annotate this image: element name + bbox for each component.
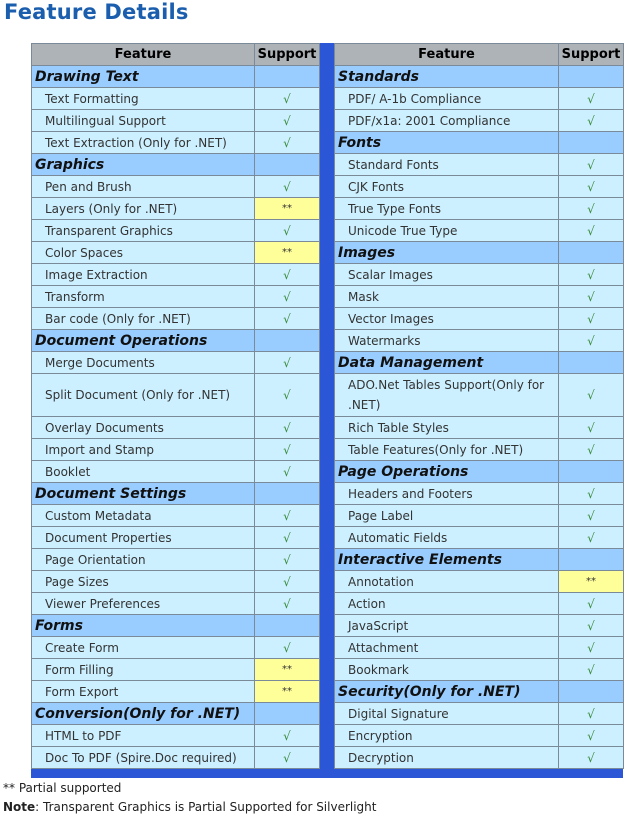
feature-label (335, 571, 559, 593)
feature-label-text: PDF/ A-1b Compliance (348, 91, 482, 106)
support-check-mark: √ (559, 220, 624, 242)
feature-label-text: Split Document (Only for .NET) (45, 388, 231, 402)
feature-label (32, 571, 255, 593)
feature-label-text: Automatic Fields (348, 530, 448, 545)
feature-label (335, 593, 559, 615)
feature-label (32, 220, 255, 242)
feature-row (335, 725, 624, 747)
feature-label (32, 461, 255, 483)
feature-row (335, 417, 624, 439)
feature-label (32, 417, 255, 439)
section-row (335, 132, 624, 154)
support-check-mark: √ (559, 154, 624, 176)
feature-label (335, 154, 559, 176)
feature-label (335, 176, 559, 198)
feature-label-text: Merge Documents (45, 355, 155, 370)
support-check-mark: √ (255, 505, 320, 527)
feature-label-text: Unicode True Type (348, 223, 458, 238)
feature-label-text: Document Properties (45, 530, 172, 545)
feature-label (32, 549, 255, 571)
feature-label (335, 330, 559, 352)
support-column-header: Support (255, 44, 320, 66)
support-check-mark: √ (559, 747, 624, 769)
feature-label-text: Page Sizes (45, 574, 109, 589)
feature-label-text: Color Spaces (45, 245, 123, 260)
feature-row (335, 374, 624, 417)
feature-label-text: Form Filling (45, 662, 114, 677)
section-label: Fonts (335, 132, 559, 154)
section-row (335, 681, 624, 703)
feature-row (335, 330, 624, 352)
support-check-mark: √ (559, 176, 624, 198)
feature-row (335, 308, 624, 330)
feature-label (335, 88, 559, 110)
partial-support-mark: ** (255, 681, 320, 703)
feature-label-text: Page Label (348, 508, 414, 523)
feature-column-header: Feature (32, 44, 255, 66)
feature-row (335, 176, 624, 198)
feature-row (335, 264, 624, 286)
feature-row (32, 110, 320, 132)
feature-label-text: Rich Table Styles (348, 420, 449, 435)
feature-label (32, 132, 255, 154)
support-check-mark: √ (255, 308, 320, 330)
feature-label-text: Form Export (45, 684, 119, 699)
feature-label-text: JavaScript (348, 618, 409, 633)
feature-row (32, 242, 320, 264)
feature-row (32, 725, 320, 747)
feature-label (335, 286, 559, 308)
section-label: Graphics (32, 154, 255, 176)
feature-label-text: CJK Fonts (348, 179, 404, 194)
section-label: Drawing Text (32, 66, 255, 88)
support-column-header: Support (559, 44, 624, 66)
feature-row (335, 703, 624, 725)
feature-row (32, 286, 320, 308)
feature-label (335, 703, 559, 725)
support-check-mark: √ (559, 264, 624, 286)
section-label: Forms (32, 615, 255, 637)
feature-label (32, 527, 255, 549)
support-check-mark: √ (255, 88, 320, 110)
support-check-mark: √ (559, 659, 624, 681)
feature-label-text: Custom Metadata (45, 508, 152, 523)
section-label: Data Management (335, 352, 559, 374)
feature-label (335, 439, 559, 461)
section-support-cell (255, 483, 320, 505)
support-check-mark: √ (559, 88, 624, 110)
feature-label (32, 505, 255, 527)
feature-label (32, 308, 255, 330)
feature-label (335, 637, 559, 659)
feature-label-text: Pen and Brush (45, 179, 132, 194)
partial-support-note: ** Partial supported (3, 781, 122, 795)
feature-row (32, 374, 320, 417)
support-check-mark: √ (255, 527, 320, 549)
support-check-mark: √ (559, 374, 624, 417)
section-label: Security(Only for .NET) (335, 681, 559, 703)
support-check-mark: √ (255, 264, 320, 286)
feature-label (32, 593, 255, 615)
section-label: Conversion(Only for .NET) (32, 703, 255, 725)
feature-label (32, 439, 255, 461)
page-title: Feature Details (4, 0, 189, 24)
feature-row (32, 308, 320, 330)
feature-label-text: Transparent Graphics (45, 223, 173, 238)
section-support-cell (559, 132, 624, 154)
feature-row (335, 571, 624, 593)
feature-label-text: Encryption (348, 728, 413, 743)
silverlight-note (3, 798, 377, 817)
section-support-cell (255, 615, 320, 637)
feature-label (32, 264, 255, 286)
left-feature-table (31, 43, 320, 769)
section-support-cell (255, 154, 320, 176)
feature-label-text: Image Extraction (45, 267, 148, 282)
feature-label (32, 198, 255, 220)
section-support-cell (559, 352, 624, 374)
feature-row (335, 593, 624, 615)
support-check-mark: √ (255, 374, 320, 417)
section-label: Document Operations (32, 330, 255, 352)
section-label: Document Settings (32, 483, 255, 505)
note-text: : Transparent Graphics is Partial Supported for Silverlight (35, 800, 377, 814)
support-check-mark: √ (559, 483, 624, 505)
support-check-mark: √ (559, 527, 624, 549)
feature-label (335, 417, 559, 439)
feature-label-text: True Type Fonts (348, 201, 442, 216)
feature-label (335, 198, 559, 220)
feature-row (335, 637, 624, 659)
support-check-mark: √ (559, 615, 624, 637)
feature-row (335, 483, 624, 505)
support-check-mark: √ (255, 132, 320, 154)
feature-label-text: Layers (Only for .NET) (45, 201, 178, 216)
support-check-mark: √ (255, 286, 320, 308)
table-header (32, 44, 320, 66)
section-row (32, 154, 320, 176)
feature-label (335, 505, 559, 527)
support-check-mark: √ (255, 417, 320, 439)
feature-label-text: Doc To PDF (Spire.Doc required) (45, 750, 237, 765)
section-support-cell (255, 66, 320, 88)
feature-row (32, 681, 320, 703)
feature-label-text: Import and Stamp (45, 442, 155, 457)
section-support-cell (559, 461, 624, 483)
feature-label-text: Bar code (Only for .NET) (45, 311, 191, 326)
section-row (335, 549, 624, 571)
feature-label (32, 88, 255, 110)
support-check-mark: √ (559, 505, 624, 527)
feature-label (32, 374, 255, 417)
feature-label-text: Text Extraction (Only for .NET) (45, 135, 227, 150)
feature-row (32, 132, 320, 154)
feature-label (335, 264, 559, 286)
feature-row (32, 198, 320, 220)
feature-label-text: ADO.Net Tables Support(Only for .NET) (348, 378, 545, 412)
feature-label-text: Overlay Documents (45, 420, 164, 435)
feature-label (32, 242, 255, 264)
section-support-cell (559, 66, 624, 88)
feature-row (32, 461, 320, 483)
feature-row (335, 439, 624, 461)
feature-row (335, 527, 624, 549)
feature-label-text: Text Formatting (45, 91, 139, 106)
feature-label (335, 747, 559, 769)
support-check-mark: √ (255, 352, 320, 374)
feature-row (32, 549, 320, 571)
section-row (32, 703, 320, 725)
feature-row (32, 220, 320, 242)
feature-label-text: Bookmark (348, 662, 409, 677)
feature-label (335, 659, 559, 681)
section-support-cell (255, 703, 320, 725)
feature-label-text: Multilingual Support (45, 113, 166, 128)
support-check-mark: √ (255, 220, 320, 242)
feature-row (335, 286, 624, 308)
feature-label (32, 681, 255, 703)
feature-label-text: Decryption (348, 750, 414, 765)
section-row (32, 66, 320, 88)
support-check-mark: √ (255, 747, 320, 769)
partial-support-mark: ** (255, 242, 320, 264)
support-check-mark: √ (255, 637, 320, 659)
partial-support-mark: ** (255, 198, 320, 220)
feature-row (32, 352, 320, 374)
feature-label-text: Scalar Images (348, 267, 433, 282)
feature-row (32, 176, 320, 198)
table-header (335, 44, 624, 66)
support-check-mark: √ (255, 725, 320, 747)
feature-label-text: Booklet (45, 464, 91, 479)
support-check-mark: √ (255, 461, 320, 483)
feature-column-header: Feature (335, 44, 559, 66)
section-label: Standards (335, 66, 559, 88)
section-support-cell (559, 549, 624, 571)
feature-row (335, 220, 624, 242)
section-row (335, 461, 624, 483)
feature-label (32, 637, 255, 659)
section-row (32, 330, 320, 352)
feature-label-text: PDF/x1a: 2001 Compliance (348, 113, 511, 128)
feature-tables (31, 43, 623, 778)
section-label: Images (335, 242, 559, 264)
feature-label (32, 110, 255, 132)
feature-row (335, 198, 624, 220)
feature-label (32, 747, 255, 769)
feature-label-text: Headers and Footers (348, 486, 473, 501)
feature-row (335, 659, 624, 681)
feature-label (32, 286, 255, 308)
feature-label (335, 308, 559, 330)
support-check-mark: √ (255, 439, 320, 461)
feature-label-text: Transform (45, 289, 105, 304)
partial-support-mark: ** (559, 571, 624, 593)
support-check-mark: √ (559, 593, 624, 615)
feature-label (335, 220, 559, 242)
feature-row (32, 637, 320, 659)
section-row (32, 615, 320, 637)
feature-label (335, 615, 559, 637)
support-check-mark: √ (559, 110, 624, 132)
feature-label-text: Viewer Preferences (45, 596, 161, 611)
support-check-mark: √ (559, 198, 624, 220)
feature-label-text: HTML to PDF (45, 728, 122, 743)
support-check-mark: √ (559, 286, 624, 308)
feature-label-text: Page Orientation (45, 552, 146, 567)
feature-label-text: Attachment (348, 640, 419, 655)
section-row (335, 352, 624, 374)
feature-row (32, 527, 320, 549)
feature-row (335, 505, 624, 527)
right-feature-table (334, 43, 624, 769)
feature-label (32, 176, 255, 198)
feature-label-text: Vector Images (348, 311, 434, 326)
feature-row (32, 747, 320, 769)
feature-label (335, 110, 559, 132)
feature-row (335, 154, 624, 176)
feature-label (32, 352, 255, 374)
feature-row (335, 88, 624, 110)
feature-label-text: Action (348, 596, 386, 611)
support-check-mark: √ (559, 330, 624, 352)
support-check-mark: √ (255, 110, 320, 132)
feature-row (32, 417, 320, 439)
feature-row (32, 88, 320, 110)
section-label: Interactive Elements (335, 549, 559, 571)
feature-label-text: Digital Signature (348, 706, 449, 721)
support-check-mark: √ (255, 549, 320, 571)
support-check-mark: √ (255, 571, 320, 593)
section-support-cell (559, 242, 624, 264)
feature-label (335, 483, 559, 505)
support-check-mark: √ (559, 308, 624, 330)
footnotes (3, 779, 377, 817)
feature-row (32, 593, 320, 615)
feature-row (32, 264, 320, 286)
feature-row (32, 571, 320, 593)
feature-label (335, 725, 559, 747)
support-check-mark: √ (255, 176, 320, 198)
support-check-mark: √ (559, 637, 624, 659)
section-row (335, 242, 624, 264)
feature-row (335, 110, 624, 132)
section-label: Page Operations (335, 461, 559, 483)
feature-label (335, 374, 559, 417)
support-check-mark: √ (559, 725, 624, 747)
feature-label-text: Standard Fonts (348, 157, 439, 172)
feature-label (32, 725, 255, 747)
partial-support-mark: ** (255, 659, 320, 681)
note-label: Note (3, 800, 36, 814)
section-support-cell (559, 681, 624, 703)
section-row (32, 483, 320, 505)
feature-label-text: Annotation (348, 574, 414, 589)
support-check-mark: √ (559, 417, 624, 439)
feature-row (335, 747, 624, 769)
support-check-mark: √ (559, 703, 624, 725)
feature-row (335, 615, 624, 637)
feature-label-text: Mask (348, 289, 379, 304)
feature-label (32, 659, 255, 681)
support-check-mark: √ (255, 593, 320, 615)
feature-label-text: Watermarks (348, 333, 421, 348)
section-row (335, 66, 624, 88)
support-check-mark: √ (559, 439, 624, 461)
feature-row (32, 659, 320, 681)
section-support-cell (255, 330, 320, 352)
feature-label (335, 527, 559, 549)
feature-label-text: Create Form (45, 640, 119, 655)
feature-row (32, 505, 320, 527)
feature-row (32, 439, 320, 461)
feature-label-text: Table Features(Only for .NET) (348, 442, 524, 457)
